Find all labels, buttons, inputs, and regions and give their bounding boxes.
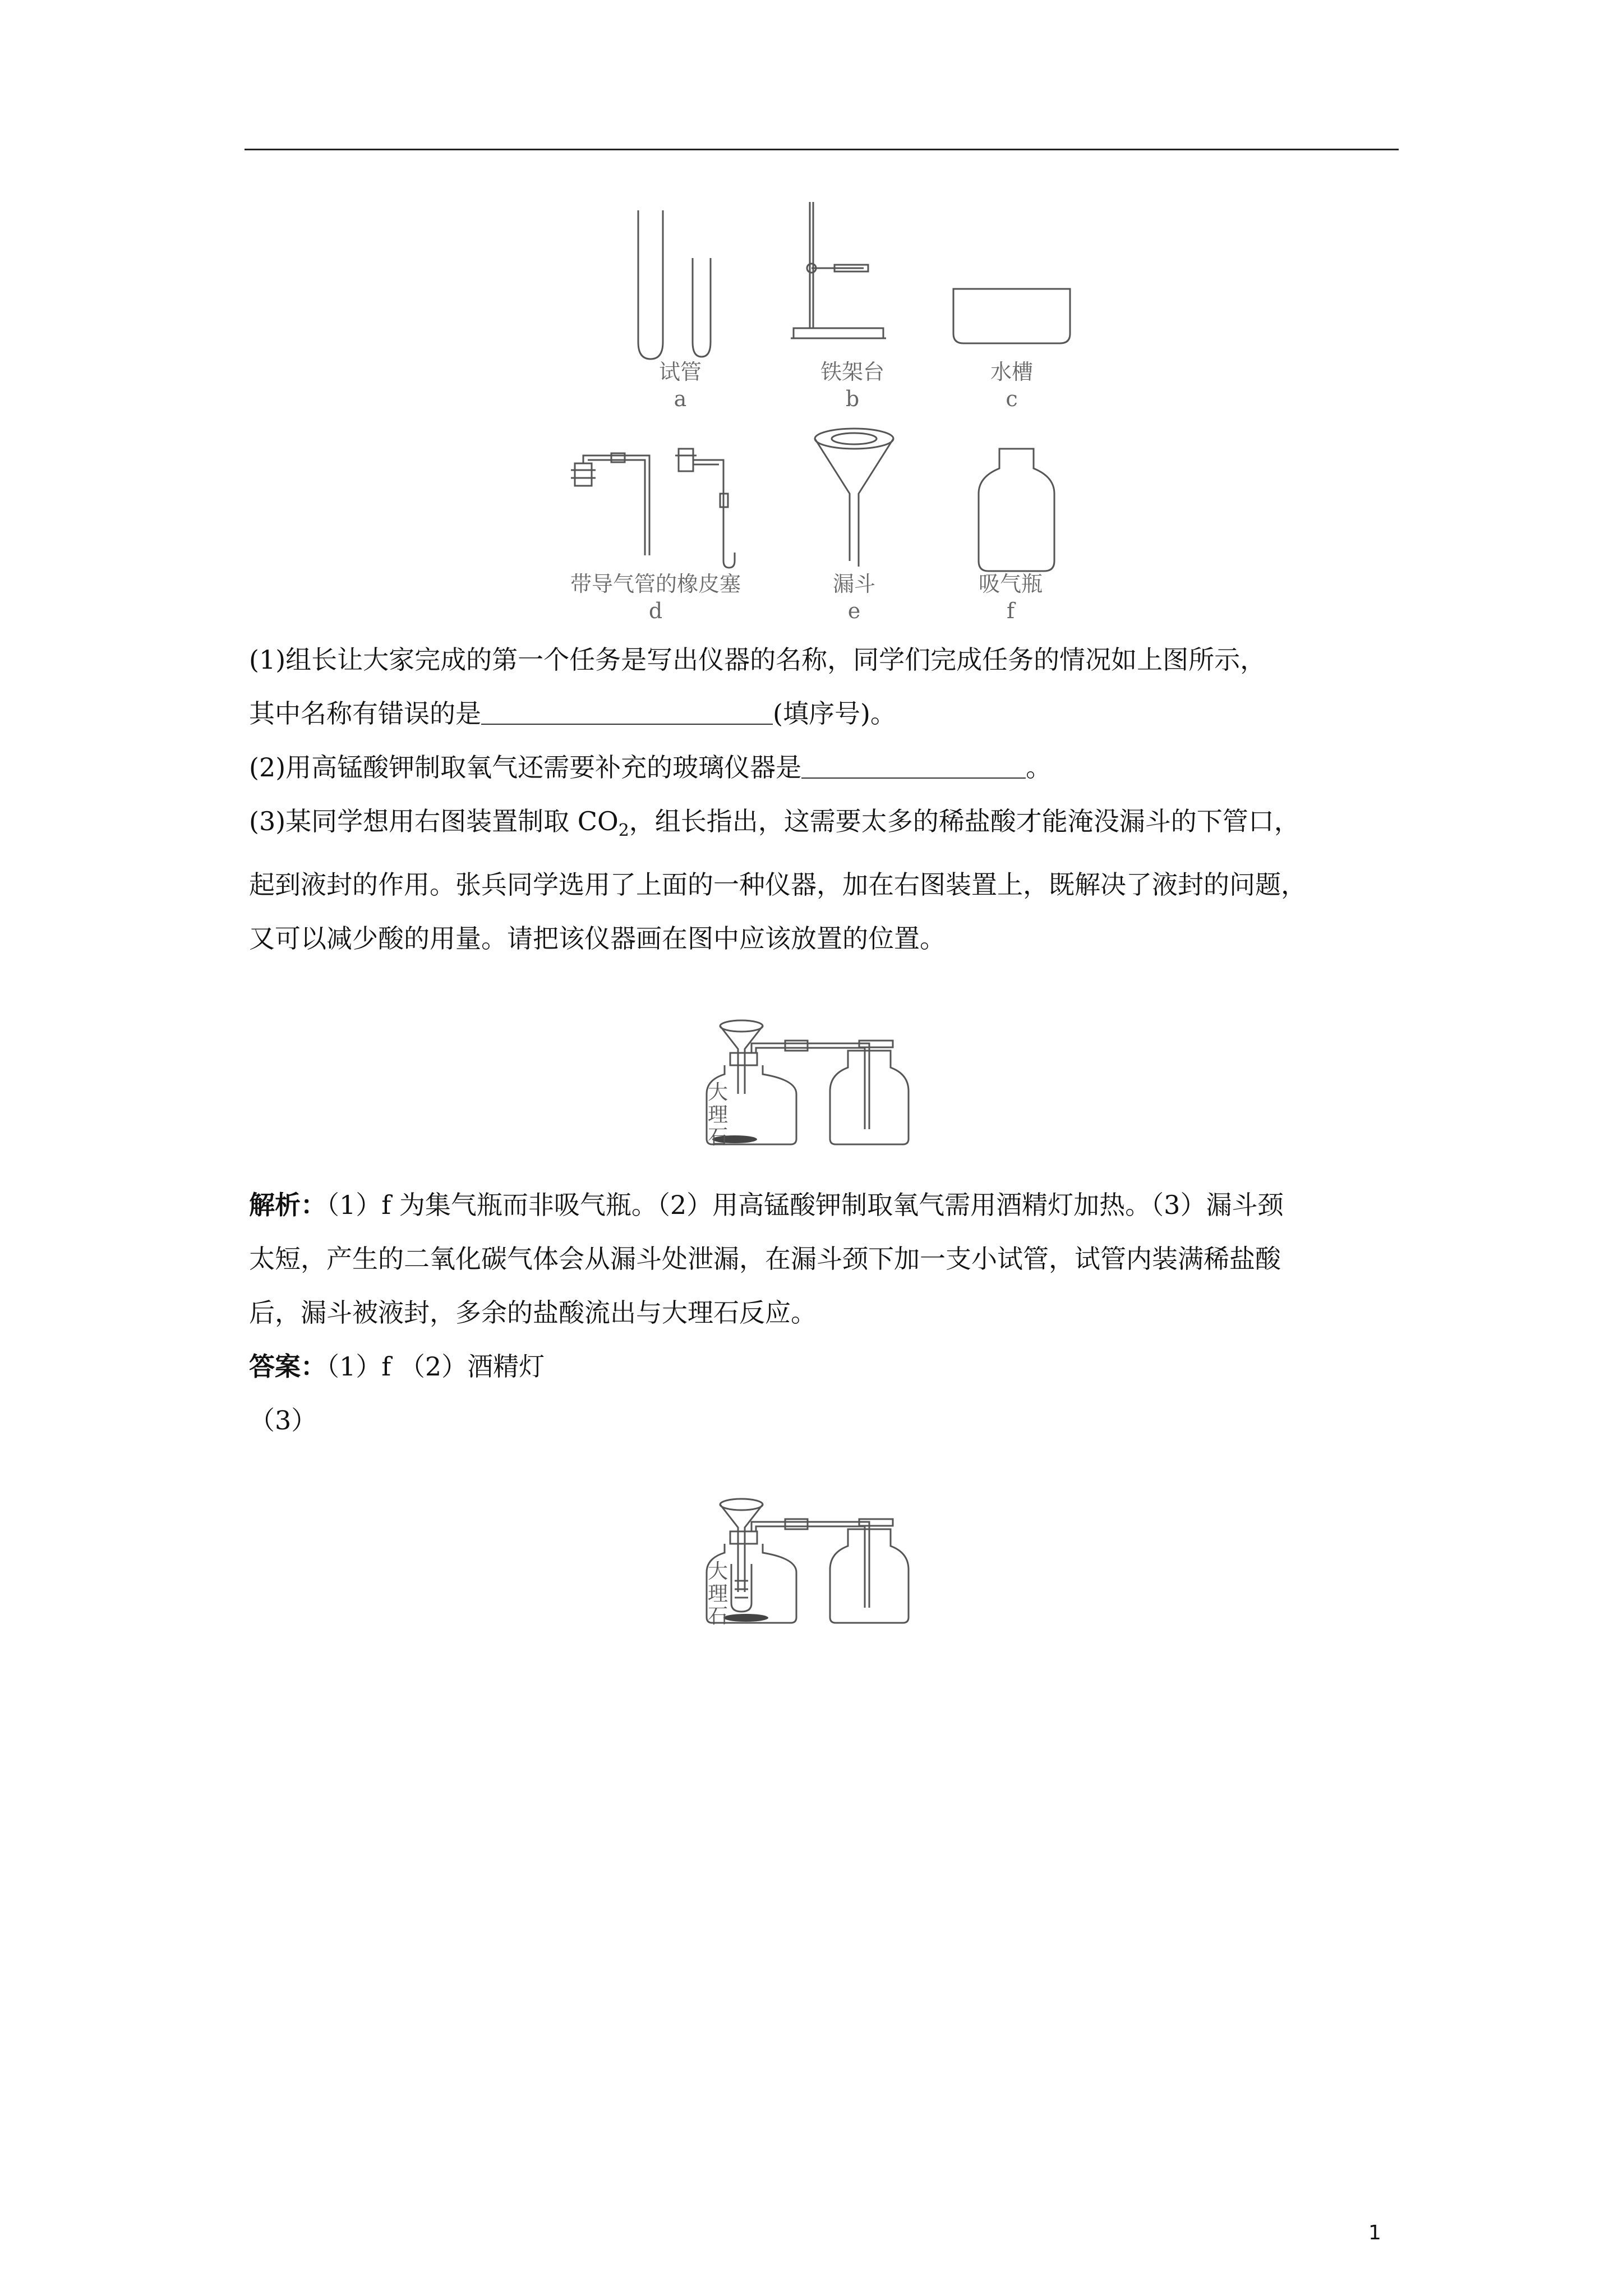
- page-number: 1: [1368, 2221, 1381, 2244]
- caption-a-letter: a: [674, 386, 687, 411]
- funnel-drawing: [815, 429, 893, 567]
- q2-answer-blank[interactable]: [801, 755, 1026, 779]
- label-li-2: 理: [708, 1582, 728, 1605]
- label-da-2: 大: [708, 1560, 728, 1583]
- q2-post: 。: [1026, 752, 1052, 783]
- apparatus-label-question: [708, 1082, 728, 1149]
- answer-line: [249, 1340, 1399, 1393]
- instrument-drawings: [0, 0, 1623, 628]
- water-trough-drawing: [953, 289, 1070, 343]
- q2-pre: (2)用高锰酸钾制取氧气还需要补充的玻璃仪器是: [249, 752, 802, 783]
- q2-line: [249, 740, 1399, 794]
- q3-subscript: 2: [618, 821, 629, 841]
- analysis-line3: 后，漏斗被液封，多余的盐酸流出与大理石反应。: [249, 1297, 817, 1328]
- questions-block: [249, 633, 1399, 965]
- analysis-text1: （1）f 为集气瓶而非吸气瓶。（2）用高锰酸钾制取氧气需用酒精灯加热。（3）漏斗颈: [326, 1190, 1284, 1220]
- apparatus-label-answer: [708, 1561, 728, 1628]
- q3-line2: 起到液封的作用。张兵同学选用了上面的一种仪器，加在右图装置上，既解决了液封的问题，: [249, 869, 1307, 900]
- caption-e-letter: e: [847, 599, 861, 623]
- analysis-line2: 太短，产生的二氧化碳气体会从漏斗处泄漏，在漏斗颈下加一支小试管，试管内装满稀盐酸: [249, 1244, 1281, 1274]
- apparatus-figure-question: [701, 1018, 937, 1149]
- answer-label: 答案：: [249, 1351, 326, 1382]
- apparatus-drawing-answer: [701, 1497, 937, 1626]
- label-da-1: 大: [708, 1081, 728, 1104]
- q1-line2-post: (填序号)。: [773, 698, 896, 729]
- q1-line2-pre: 其中名称有错误的是: [249, 698, 481, 729]
- rubber-stopper-drawing: [571, 449, 735, 568]
- analysis-line1: [249, 1178, 1399, 1232]
- q3-line1-pre: (3)某同学想用右图装置制取 CO: [249, 806, 619, 836]
- q1-line1: (1)组长让大家完成的第一个任务是写出仪器的名称，同学们完成任务的情况如上图所示，: [249, 645, 1266, 675]
- q1-answer-blank[interactable]: [481, 701, 773, 725]
- label-li-1: 理: [708, 1103, 728, 1126]
- caption-e-name: 漏斗: [832, 572, 875, 596]
- caption-a-name: 试管: [658, 360, 702, 384]
- label-shi-1: 石: [708, 1126, 728, 1149]
- caption-d-name: 带导气管的橡皮塞: [570, 572, 741, 596]
- q3-line1: [249, 794, 1399, 858]
- bottle-drawing: [979, 449, 1054, 571]
- caption-f-letter: f: [1006, 599, 1015, 623]
- small-test-tube: [731, 1564, 751, 1612]
- caption-b-name: 铁架台: [820, 360, 884, 384]
- instrument-figure: [0, 0, 1623, 628]
- caption-c-name: 水槽: [990, 360, 1033, 384]
- label-shi-2: 石: [708, 1605, 728, 1628]
- q3-line1-post: ，组长指出，这需要太多的稀盐酸才能淹没漏斗的下管口，: [629, 806, 1300, 836]
- analysis-label: 解析：: [249, 1190, 326, 1220]
- q3-line3: 又可以减少酸的用量。请把该仪器画在图中应该放置的位置。: [249, 923, 946, 954]
- q1-line2: [249, 687, 1399, 740]
- iron-stand-drawing: [791, 202, 886, 338]
- caption-d-letter: d: [648, 599, 663, 623]
- caption-c-letter: c: [1006, 386, 1018, 411]
- answer-text: （1）f （2）酒精灯: [326, 1351, 545, 1382]
- apparatus-figure-answer: [701, 1497, 937, 1628]
- caption-f-name: 吸气瓶: [978, 572, 1043, 596]
- analysis-block: [249, 1178, 1399, 1447]
- caption-b-letter: b: [845, 386, 860, 411]
- answer-part3: （3）: [249, 1405, 317, 1435]
- test-tube-drawing: [638, 210, 711, 359]
- apparatus-drawing-question: [701, 1018, 937, 1147]
